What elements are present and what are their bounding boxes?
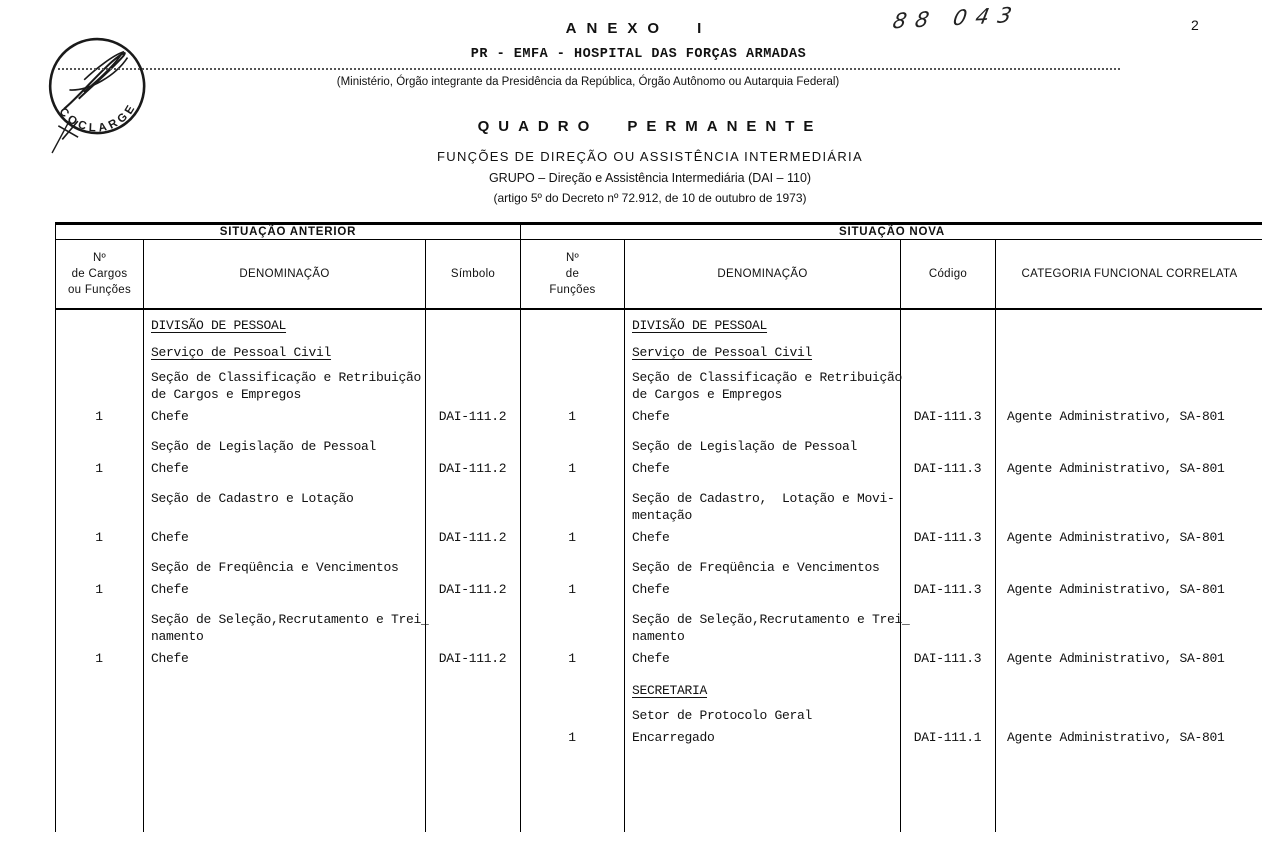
right-num-cell — [520, 490, 624, 524]
table-row — [55, 579, 1262, 606]
subtitle-decree: (artigo 5º do Decreto nº 72.912, de 10 de outubro de 1973) — [493, 191, 807, 205]
right-denomination-cell — [624, 408, 900, 425]
right-num-cell — [520, 438, 624, 455]
denomination-line: SECRETARIA — [632, 683, 708, 698]
denomination-line: mentação — [632, 508, 693, 523]
right-denomination-cell — [624, 438, 900, 455]
left-num-cell: 1 — [95, 582, 103, 597]
right-num-cell — [520, 369, 624, 403]
table-row — [55, 342, 1262, 364]
subtitle-functions: FUNÇÕES DE DIREÇÃO OU ASSISTÊNCIA INTERMEDIÁRIA — [437, 149, 863, 164]
denomination-line: Chefe — [151, 582, 189, 597]
organization-line: PR - EMFA - HOSPITAL DAS FORÇAS ARMADAS — [470, 47, 807, 62]
table-row — [55, 527, 1262, 554]
right-code-cell: DAI-111.3 — [913, 582, 982, 597]
left-symbol-cell — [425, 707, 520, 724]
denomination-line: Seção de Classificação e Retribuição — [632, 370, 903, 385]
right-category-cell: Agente Administrativo, SA-801 — [1007, 461, 1225, 476]
denomination-line: Chefe — [632, 530, 670, 545]
denomination-line: Seção de Legislação de Pessoal — [151, 439, 377, 454]
right-denomination-cell — [624, 707, 900, 724]
table-row — [55, 609, 1262, 648]
right-denomination-cell — [624, 611, 910, 645]
right-code-cell: DAI-111.3 — [913, 651, 982, 666]
left-denomination-cell — [143, 460, 425, 477]
denomination-line: Seção de Cadastro, Lotação e Movi- — [632, 491, 895, 506]
right-denomination-cell — [624, 729, 900, 746]
column-header-code: Código — [901, 240, 996, 308]
denomination-line: Serviço de Pessoal Civil — [632, 345, 813, 360]
denomination-line: de Cargos e Empregos — [151, 387, 302, 402]
right-category-cell — [995, 682, 1262, 699]
situation-table — [55, 222, 1262, 832]
table-row — [55, 458, 1262, 485]
left-num-cell — [55, 369, 143, 403]
right-code-cell — [900, 344, 995, 361]
right-category-cell: Agente Administrativo, SA-801 — [1007, 409, 1225, 424]
left-denomination-cell — [143, 317, 425, 334]
right-denomination-cell — [624, 317, 900, 334]
table-row — [55, 367, 1262, 406]
right-num-cell: 1 — [568, 409, 576, 424]
left-symbol-cell — [425, 682, 520, 699]
left-num-cell — [55, 729, 143, 746]
table-row — [55, 488, 1262, 527]
left-num-cell: 1 — [95, 409, 103, 424]
left-num-cell — [55, 707, 143, 724]
table-row — [55, 436, 1262, 458]
right-num-cell — [520, 611, 624, 645]
table-body — [55, 310, 1262, 832]
column-header-num-right: Nº de Funções — [521, 240, 625, 308]
left-denomination-cell — [143, 707, 425, 724]
left-denomination-cell — [143, 650, 425, 667]
right-category-cell: Agente Administrativo, SA-801 — [1007, 730, 1225, 745]
right-category-cell — [995, 317, 1262, 334]
denomination-line: DIVISÃO DE PESSOAL — [632, 318, 768, 333]
left-num-cell — [55, 344, 143, 361]
right-denomination-cell — [624, 490, 900, 524]
left-symbol-cell: DAI-111.2 — [438, 409, 507, 424]
right-code-cell — [900, 559, 995, 576]
denomination-line: Chefe — [632, 651, 670, 666]
left-symbol-cell: DAI-111.2 — [438, 651, 507, 666]
right-code-cell — [900, 490, 995, 524]
denomination-line: Chefe — [151, 461, 189, 476]
right-category-cell: Agente Administrativo, SA-801 — [1007, 530, 1225, 545]
denomination-line: Seção de Classificação e Retribuição — [151, 370, 422, 385]
left-symbol-cell: DAI-111.2 — [438, 582, 507, 597]
table-row — [55, 648, 1262, 675]
denomination-line: de Cargos e Empregos — [632, 387, 783, 402]
left-symbol-cell: DAI-111.2 — [438, 530, 507, 545]
left-num-cell — [55, 682, 143, 699]
right-category-cell — [995, 438, 1262, 455]
denomination-line: Seção de Freqüência e Vencimentos — [151, 560, 399, 575]
right-denomination-cell — [624, 369, 903, 403]
handwritten-mark: 88 043 — [890, 2, 1023, 34]
denomination-line: Chefe — [632, 461, 670, 476]
right-code-cell — [900, 682, 995, 699]
right-num-cell — [520, 707, 624, 724]
left-symbol-cell — [425, 369, 520, 403]
column-header-category: CATEGORIA FUNCIONAL CORRELATA — [1021, 268, 1238, 280]
right-category-cell: Agente Administrativo, SA-801 — [1007, 651, 1225, 666]
denomination-line: Seção de Seleção,Recrutamento e Trei_ — [632, 612, 910, 627]
column-header-num-left: Nº de Cargos ou Funções — [56, 240, 144, 308]
right-code-cell: DAI-111.3 — [913, 461, 982, 476]
denomination-line: Encarregado — [632, 730, 715, 745]
group-header-nova: SITUAÇÃO NOVA — [838, 226, 946, 238]
denomination-line: Seção de Freqüência e Vencimentos — [632, 560, 880, 575]
left-num-cell — [55, 490, 143, 524]
left-denomination-cell — [143, 344, 425, 361]
left-symbol-cell — [425, 344, 520, 361]
table-row — [55, 315, 1262, 337]
right-code-cell — [900, 438, 995, 455]
denomination-line: Chefe — [632, 409, 670, 424]
left-symbol-cell — [425, 611, 520, 645]
column-header-denomination-left: DENOMINAÇÃO — [144, 240, 426, 308]
left-symbol-cell — [425, 490, 520, 524]
right-num-cell: 1 — [568, 651, 576, 666]
right-category-cell — [995, 611, 1262, 645]
table-row — [55, 727, 1262, 754]
left-denomination-cell — [143, 408, 425, 425]
right-category-cell — [995, 490, 1262, 524]
right-denomination-cell — [624, 344, 900, 361]
right-code-cell: DAI-111.3 — [913, 409, 982, 424]
column-header-symbol: Símbolo — [426, 240, 521, 308]
denomination-line: Serviço de Pessoal Civil — [151, 345, 332, 360]
denomination-line: Chefe — [632, 582, 670, 597]
left-denomination-cell — [143, 490, 425, 524]
left-denomination-cell — [143, 682, 425, 699]
left-num-cell — [55, 438, 143, 455]
right-num-cell — [520, 317, 624, 334]
right-category-cell — [995, 707, 1262, 724]
column-header-denomination-right: DENOMINAÇÃO — [625, 240, 901, 308]
right-code-cell: DAI-111.3 — [913, 530, 982, 545]
left-num-cell — [55, 317, 143, 334]
left-symbol-cell — [425, 559, 520, 576]
left-denomination-cell — [143, 729, 425, 746]
left-symbol-cell — [425, 438, 520, 455]
right-denomination-cell — [624, 650, 900, 667]
document-title: QUADRO PERMANENTE — [477, 118, 823, 135]
left-num-cell: 1 — [95, 530, 103, 545]
right-category-cell — [995, 369, 1262, 403]
dotted-rule — [58, 56, 1120, 70]
group-header-anterior: SITUAÇÃO ANTERIOR — [56, 225, 521, 239]
denomination-line: Chefe — [151, 409, 189, 424]
right-denomination-cell — [624, 529, 900, 546]
left-denomination-cell — [143, 438, 425, 455]
table-row — [55, 557, 1262, 579]
table-header-row — [55, 240, 1262, 310]
left-num-cell: 1 — [95, 461, 103, 476]
left-denomination-cell — [143, 611, 429, 645]
left-num-cell — [55, 611, 143, 645]
right-num-cell — [520, 682, 624, 699]
right-code-cell — [900, 611, 995, 645]
stamp-label: COCLARGE — [56, 100, 139, 135]
table-row — [55, 406, 1262, 433]
right-num-cell — [520, 559, 624, 576]
subtitle-group: GRUPO – Direção e Assistência Intermediária (DAI – 110) — [488, 171, 812, 185]
left-denomination-cell — [143, 369, 425, 403]
table-group-header-row — [55, 222, 1262, 240]
annex-title: ANEXO I — [565, 20, 712, 37]
right-denomination-cell — [624, 682, 900, 699]
left-denomination-cell — [143, 559, 425, 576]
page-number: 2 — [1191, 17, 1199, 33]
denomination-line: Chefe — [151, 651, 189, 666]
denomination-line: DIVISÃO DE PESSOAL — [151, 318, 287, 333]
denomination-line: namento — [151, 629, 204, 644]
right-code-cell — [900, 707, 995, 724]
right-code-cell — [900, 369, 995, 403]
left-num-cell: 1 — [95, 651, 103, 666]
right-num-cell: 1 — [568, 530, 576, 545]
table-row — [55, 705, 1262, 727]
left-symbol-cell — [425, 317, 520, 334]
denomination-line: Seção de Cadastro e Lotação — [151, 491, 354, 506]
right-category-cell: Agente Administrativo, SA-801 — [1007, 582, 1225, 597]
right-denomination-cell — [624, 460, 900, 477]
left-symbol-cell: DAI-111.2 — [438, 461, 507, 476]
right-denomination-cell — [624, 559, 900, 576]
left-denomination-cell — [143, 529, 425, 546]
right-category-cell — [995, 559, 1262, 576]
right-denomination-cell — [624, 581, 900, 598]
right-category-cell — [995, 344, 1262, 361]
table-row — [55, 680, 1262, 702]
right-code-cell: DAI-111.1 — [913, 730, 982, 745]
right-num-cell — [520, 344, 624, 361]
left-denomination-cell — [143, 581, 425, 598]
right-code-cell — [900, 317, 995, 334]
denomination-line: namento — [632, 629, 685, 644]
left-symbol-cell — [425, 729, 520, 746]
denomination-line: Chefe — [151, 530, 189, 545]
denomination-line: Seção de Legislação de Pessoal — [632, 439, 858, 454]
right-num-cell: 1 — [568, 582, 576, 597]
denomination-line: Seção de Seleção,Recrutamento e Trei_ — [151, 612, 429, 627]
right-num-cell: 1 — [568, 461, 576, 476]
organization-caption: (Ministério, Órgão integrante da Presidência da República, Órgão Autônomo ou Autarquia Federal) — [336, 76, 840, 88]
left-num-cell — [55, 559, 143, 576]
right-num-cell: 1 — [568, 730, 576, 745]
denomination-line: Setor de Protocolo Geral — [632, 708, 813, 723]
